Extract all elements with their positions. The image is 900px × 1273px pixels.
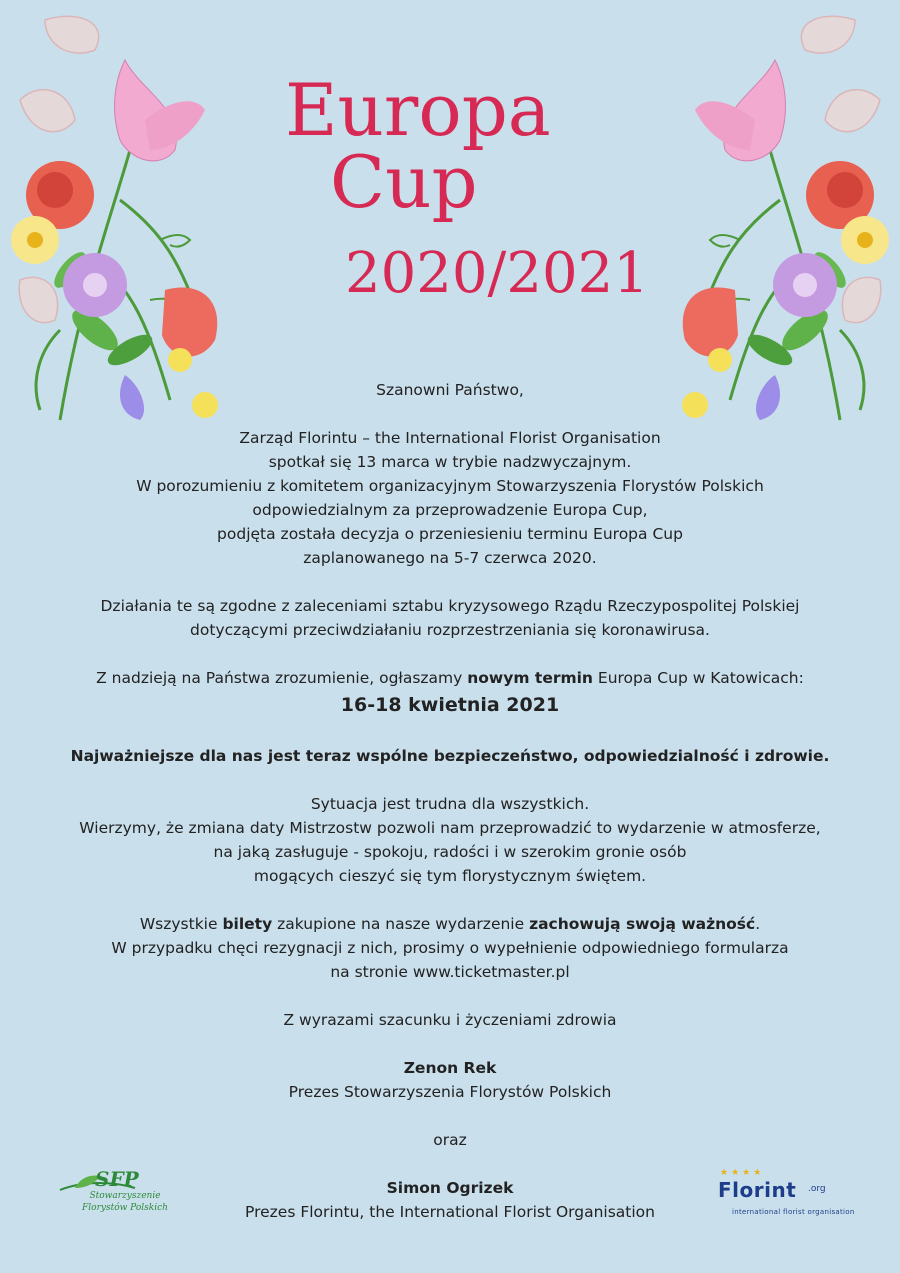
greeting: Szanowni Państwo, bbox=[376, 381, 524, 399]
letter-body bbox=[40, 378, 860, 1224]
ticketmaster-reference: na stronie www.ticketmaster.pl bbox=[330, 963, 570, 981]
paragraph-6-line: Wszystkie bilety zakupione na nasze wydarzenie zachowują swoją ważność. bbox=[139, 915, 761, 933]
sfp-caption: Stowarzyszenie Florystów Polskich bbox=[82, 1191, 168, 1213]
title-years: 2020/2021 bbox=[345, 241, 649, 306]
signature-2-name: Simon Ogrizek bbox=[386, 1179, 514, 1197]
stars-icon: ★★★★ bbox=[720, 1168, 765, 1178]
paragraph-2-line: Działania te są zgodne z zaleceniami sztabu kryzysowego Rządu Rzeczypospolitej Polskiej bbox=[100, 597, 800, 615]
paragraph-6-line: W przypadku chęci rezygnacji z nich, prosimy o wypełnienie odpowiedniego formularza bbox=[111, 939, 789, 957]
sfp-logo bbox=[55, 1160, 185, 1230]
new-term-emphasis: nowym termin bbox=[467, 669, 593, 687]
paragraph-1-line: podjęta została decyzja o przeniesieniu terminu Europa Cup bbox=[217, 525, 683, 543]
florint-domain: .org bbox=[808, 1184, 826, 1194]
paragraph-4-bold: Najważniejsze dla nas jest teraz wspólne bezpieczeństwo, odpowiedzialność i zdrowie. bbox=[70, 747, 830, 765]
signature-2-title: Prezes Florintu, the International Florist Organisation bbox=[245, 1203, 655, 1221]
paragraph-5-line: Sytuacja jest trudna dla wszystkich. bbox=[310, 795, 590, 813]
paragraph-5-line: na jaką zasługuje - spokoju, radości i w szerokim gronie osób bbox=[213, 843, 687, 861]
paragraph-1-line: odpowiedzialnym za przeprowadzenie Europa Cup, bbox=[252, 501, 648, 519]
conjunction: oraz bbox=[433, 1131, 467, 1149]
signature-1-title: Prezes Stowarzyszenia Florystów Polskich bbox=[288, 1083, 612, 1101]
new-date: 16-18 kwietnia 2021 bbox=[340, 694, 560, 716]
paragraph-3: Z nadzieją na Państwa zrozumienie, ogłaszamy nowym termin Europa Cup w Katowicach: bbox=[96, 669, 804, 687]
paragraph-1-line: Zarząd Florintu – the International Florist Organisation bbox=[239, 429, 661, 447]
paragraph-1-line: W porozumieniu z komitetem organizacyjnym Stowarzyszenia Florystów Polskich bbox=[136, 477, 764, 495]
paragraph-5-line: mogących cieszyć się tym florystycznym świętem. bbox=[253, 867, 647, 885]
florint-tagline: international florist organisation bbox=[732, 1208, 855, 1216]
floral-decoration-right bbox=[670, 0, 900, 440]
paragraph-2-line: dotyczącymi przeciwdziałaniu rozprzestrzeniania się koronawirusa. bbox=[190, 621, 710, 639]
paragraph-5-line: Wierzymy, że zmiana daty Mistrzostw pozwoli nam przeprowadzić to wydarzenie w atmosferze, bbox=[79, 819, 821, 837]
paragraph-1-line: spotkał się 13 marca w trybie nadzwyczajnym. bbox=[268, 453, 632, 471]
florint-logo bbox=[710, 1168, 880, 1218]
signature-1-name: Zenon Rek bbox=[403, 1059, 497, 1077]
sfp-mark: SFP bbox=[95, 1167, 139, 1191]
florint-wordmark: Florint bbox=[718, 1178, 797, 1202]
title-cup: Cup bbox=[330, 140, 478, 224]
paragraph-1-line: zaplanowanego na 5-7 czerwca 2020. bbox=[303, 549, 597, 567]
title-europa: Europa bbox=[285, 68, 551, 152]
closing: Z wyrazami szacunku i życzeniami zdrowia bbox=[283, 1011, 617, 1029]
floral-decoration-left bbox=[0, 0, 230, 440]
